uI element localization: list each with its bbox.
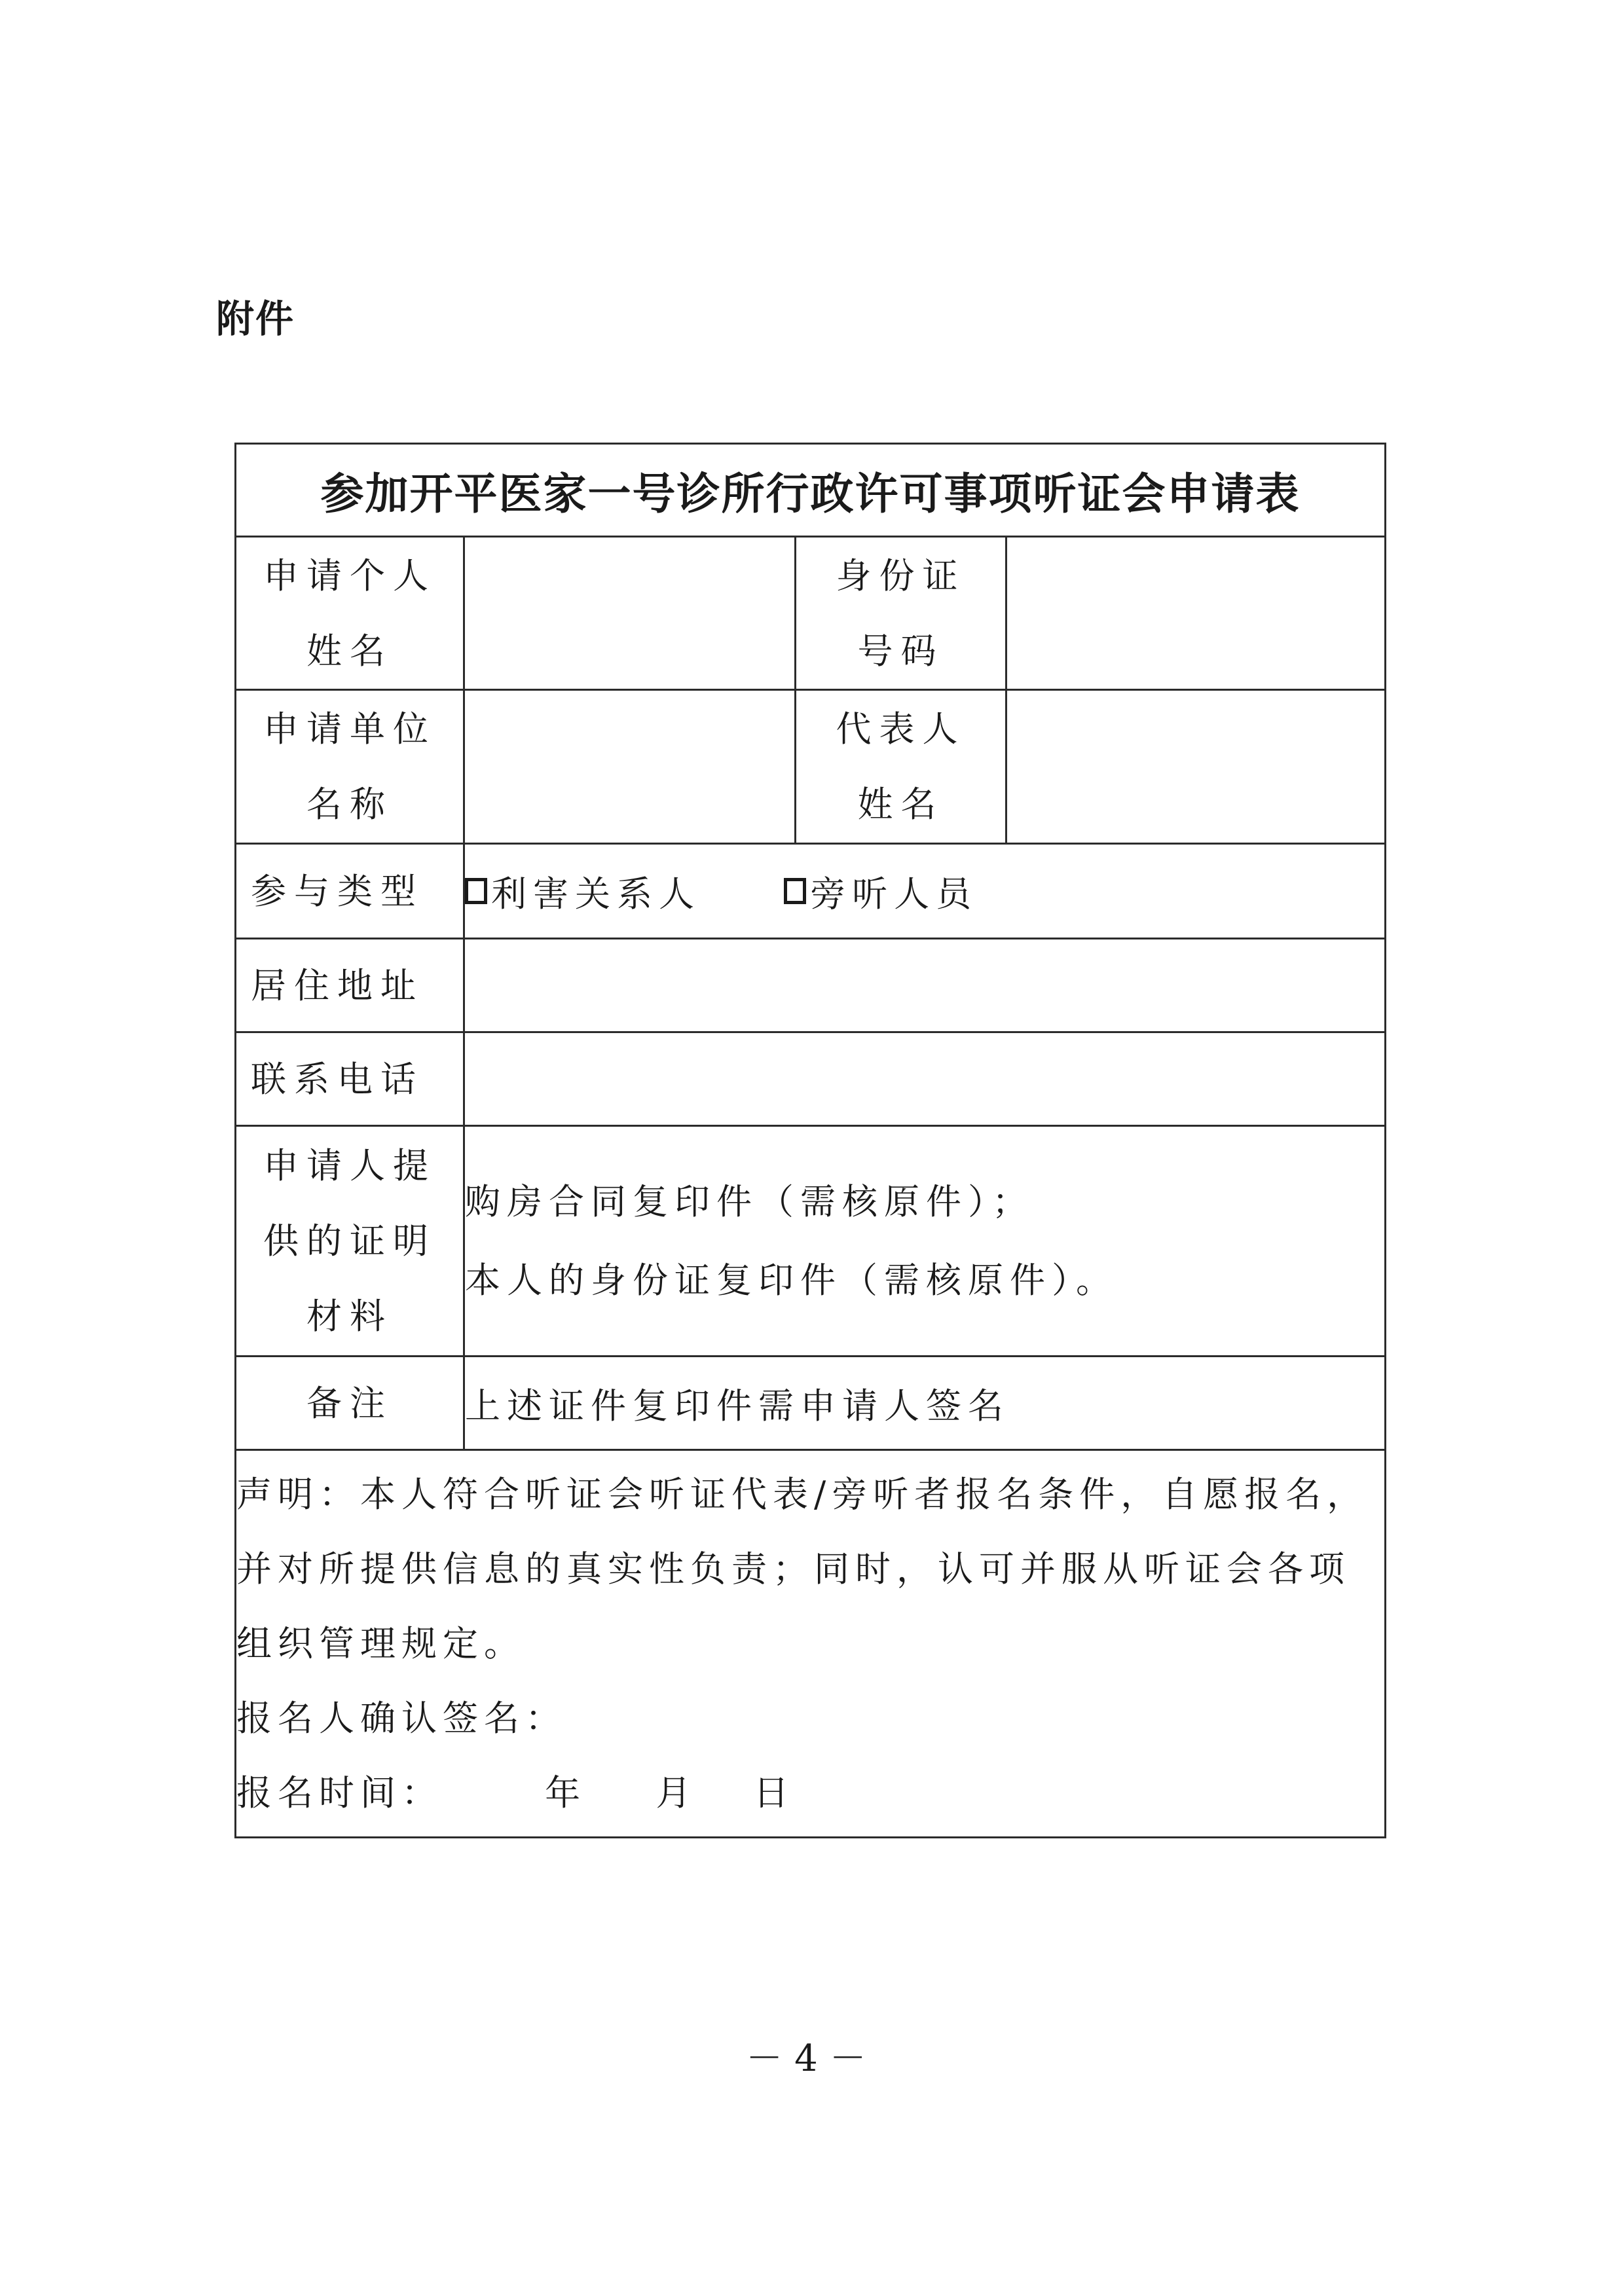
- label-line: 申请单位: [263, 708, 436, 750]
- individual-name-field[interactable]: [464, 537, 796, 690]
- label-line: 申请个人: [263, 555, 436, 596]
- materials-list: [464, 1126, 1386, 1357]
- day-label: 日: [753, 1772, 795, 1813]
- label-line: 号码: [857, 630, 944, 672]
- signature-line[interactable]: [236, 1681, 1384, 1756]
- hearing-application-form: [234, 443, 1386, 1838]
- row-unit: [236, 690, 1386, 844]
- row-materials: [236, 1126, 1386, 1357]
- remarks-value: 上述证件复印件需申请人签名: [464, 1357, 1386, 1450]
- material-item: 购房合同复印件（需核原件）；: [465, 1180, 1034, 1222]
- label-unit-name: [236, 690, 464, 844]
- declaration-line: 并对所提供信息的真实性负责；同时，认可并服从听证会各项: [236, 1548, 1350, 1590]
- form-title: 参加开平医家一号诊所行政许可事项听证会申请表: [236, 444, 1386, 537]
- label-line: 身份证: [836, 555, 966, 596]
- label-representative-name: [796, 690, 1006, 844]
- declaration-block: [236, 1450, 1386, 1838]
- option-stakeholder[interactable]: [465, 866, 701, 917]
- label-remarks: 备注: [236, 1357, 464, 1450]
- year-label: 年: [545, 1772, 587, 1813]
- id-number-field[interactable]: [1006, 537, 1386, 690]
- phone-field[interactable]: [464, 1032, 1386, 1126]
- label-individual-name: [236, 537, 464, 690]
- checkbox-icon[interactable]: [465, 878, 487, 904]
- unit-name-field[interactable]: [464, 690, 796, 844]
- label-line: 名称: [306, 784, 393, 825]
- page-number: －4－: [746, 2037, 878, 2080]
- label-line: 代表人: [836, 708, 966, 750]
- row-remarks: [236, 1357, 1386, 1450]
- date-line[interactable]: [236, 1756, 1384, 1831]
- signature-label: 报名人确认签名：: [236, 1697, 566, 1739]
- label-id-number: [796, 537, 1006, 690]
- row-address: [236, 939, 1386, 1032]
- label-line: 姓名: [857, 784, 944, 825]
- representative-name-field[interactable]: [1006, 690, 1386, 844]
- month-label: 月: [655, 1772, 697, 1813]
- row-individual: [236, 537, 1386, 690]
- attachment-label: 附件: [216, 297, 295, 341]
- label-line: 申请人提: [263, 1145, 436, 1186]
- checkbox-icon[interactable]: [784, 878, 806, 904]
- form-title-row: [236, 444, 1386, 537]
- label-participation-type: 参与类型: [236, 844, 464, 939]
- label-phone: 联系电话: [236, 1032, 464, 1126]
- row-phone: [236, 1032, 1386, 1126]
- label-line: 供的证明: [263, 1220, 436, 1262]
- participation-type-options: [464, 844, 1386, 939]
- material-item: 本人的身份证复印件（需核原件）。: [465, 1259, 1118, 1301]
- declaration-line: 组织管理规定。: [236, 1622, 525, 1664]
- label-address: 居住地址: [236, 939, 464, 1032]
- date-label: 报名时间：: [236, 1772, 443, 1813]
- row-declaration: [236, 1450, 1386, 1838]
- label-line: 姓名: [306, 630, 393, 672]
- label-materials: [236, 1126, 464, 1357]
- option-label: 旁听人员: [810, 873, 978, 915]
- row-participation-type: [236, 844, 1386, 939]
- address-field[interactable]: [464, 939, 1386, 1032]
- declaration-line: 声明：本人符合听证会听证代表/旁听者报名条件，自愿报名，: [236, 1473, 1369, 1515]
- option-label: 利害关系人: [491, 873, 701, 915]
- option-observer[interactable]: [784, 866, 978, 917]
- label-line: 材料: [306, 1296, 393, 1337]
